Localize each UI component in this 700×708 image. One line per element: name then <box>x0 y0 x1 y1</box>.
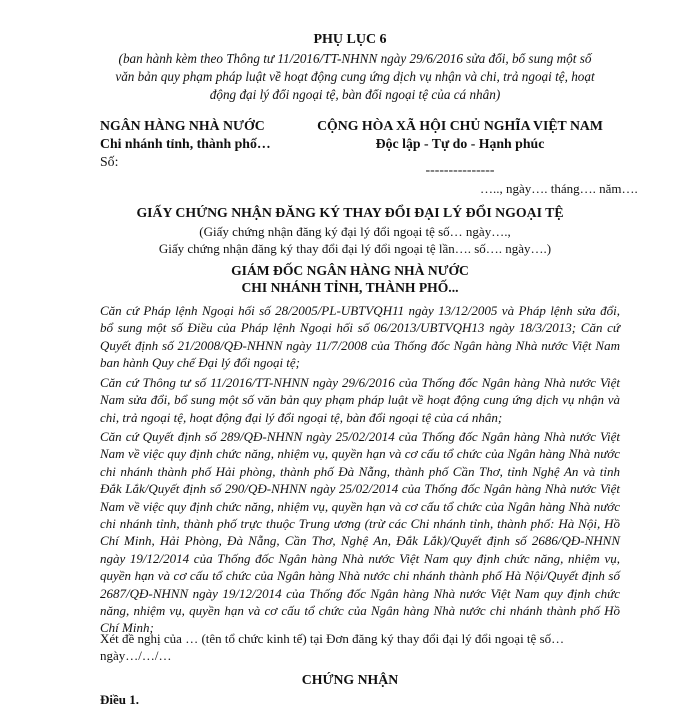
certificate-reference-line-2: Giấy chứng nhận đăng ký thay đổi đại lý đổi ngoại tệ lần…. số…. ngày….) <box>158 241 552 256</box>
legal-basis-paragraph: Căn cứ Quyết định số 289/QĐ-NHNN ngày 25/02/2014 của Thống đốc Ngân hàng Nhà nước Việt Nam về việc quy định chức năng, nhiệm vụ, quyền hạn và cơ cấu tổ chức của Ngân hàng Nhà nước chi nhánh thành phố Hải phòng, thành phố Đà Nẵng, thành phố Cần Thơ, tỉnh Nghệ An và tỉnh Đắk Lắk/Quyết định số 290/QĐ-NHNN ngày 25/02/2014 của Thống đốc Ngân hàng Nhà nước Việt Nam về việc quy định chức năng, nhiệm vụ, quyền hạn và cơ cấu tổ chức của Ngân hàng Nhà nước chi nhánh tỉnh, thành phố trực thuộc Trung ương (trừ các Chi nhánh tỉnh, thành phố: Hà Nội, Hồ Chí Minh, Hải Phòng, Đà Nẵng, Cần Thơ, Nghệ An, Đắk Lắk)/Quyết định số 2686/QĐ-NHNN ngày 19/12/2014 của Thống đốc Ngân hàng Nhà nước Việt Nam quy định chức năng, nhiệm vụ, quyền hạn và cơ cấu tổ chức của Ngân hàng Nhà nước chi nhánh thành phố Hà Nội/Quyết định số 2687/QĐ-NHNN ngày 19/12/2014 của Thống đốc Ngân hàng Nhà nước Việt Nam quy định chức năng, nhiệm vụ, quyền hạn và cơ cấu tổ chức của Ngân hàng Nhà nước chi nhánh thành phố Hồ Chí Minh; <box>100 429 620 636</box>
issuer-block <box>100 117 310 171</box>
appendix-title: PHỤ LỤC 6 <box>313 32 387 47</box>
nation-block <box>300 117 620 179</box>
date-line: ….., ngày…. tháng…. năm…. <box>480 181 638 196</box>
director-heading <box>0 262 700 296</box>
article-1-label: Điều 1. <box>100 692 139 707</box>
motto-divider: --------------- <box>425 162 495 177</box>
certificate-title: GIẤY CHỨNG NHẬN ĐĂNG KÝ THAY ĐỔI ĐẠI LÝ ĐỔI NGOẠI TỆ <box>136 205 564 220</box>
director-line-1: GIÁM ĐỐC NGÂN HÀNG NHÀ NƯỚC <box>231 263 469 278</box>
issuer-branch: Chi nhánh tỉnh, thành phố… <box>100 136 271 151</box>
issuer-agency: NGÂN HÀNG NHÀ NƯỚC <box>100 118 265 133</box>
certify-heading: CHỨNG NHẬN <box>301 672 399 687</box>
certificate-reference-line-1: (Giấy chứng nhận đăng ký đại lý đổi ngoại tệ số… ngày…., <box>199 224 511 239</box>
nation-name: CỘNG HÒA XÃ HỘI CHỦ NGHĨA VIỆT NAM <box>317 118 603 133</box>
legal-basis-paragraph: Căn cứ Thông tư số 11/2016/TT-NHNN ngày 29/6/2016 của Thống đốc Ngân hàng Nhà nước Việt Nam sửa đổi, bổ sung một số văn bản quy phạm pháp luật về hoạt động cung ứng dịch vụ nhận và chi, trả ngoại tệ, hoạt động đại lý đổi ngoại tệ, bàn đổi ngoại tệ của cá nhân; <box>100 375 620 425</box>
director-line-2: CHI NHÁNH TỈNH, THÀNH PHỐ... <box>241 280 459 295</box>
document-number-label: Số: <box>100 154 119 169</box>
certificate-reference <box>120 223 590 257</box>
nation-motto: Độc lập - Tự do - Hạnh phúc <box>375 136 545 151</box>
consideration-paragraph: Xét đề nghị của … (tên tổ chức kinh tế) tại Đơn đăng ký thay đổi đại lý đổi ngoại tệ số… ngày…/…/… <box>100 631 565 664</box>
appendix-note: (ban hành kèm theo Thông tư 11/2016/TT-NHNN ngày 29/6/2016 sửa đổi, bổ sung một số văn bản quy phạm pháp luật về hoạt động cung ứng dịch vụ nhận và chi, trả ngoại tệ, hoạt động đại lý đổi ngoại tệ, bàn đổi ngoại tệ của cá nhân) <box>115 51 595 102</box>
legal-basis-paragraph: Căn cứ Pháp lệnh Ngoại hối số 28/2005/PL-UBTVQH11 ngày 13/12/2005 và Pháp lệnh sửa đổi, bổ sung một số Điều của Pháp lệnh Ngoại hối số 06/2013/UBTVQH13 ngày 18/3/2013; Căn cứ Quyết định số 21/2008/QĐ-NHNN ngày 11/7/2008 của Thống đốc Ngân hàng Nhà nước Việt Nam ban hành Quy chế Đại lý đổi ngoại tệ; <box>100 303 620 371</box>
